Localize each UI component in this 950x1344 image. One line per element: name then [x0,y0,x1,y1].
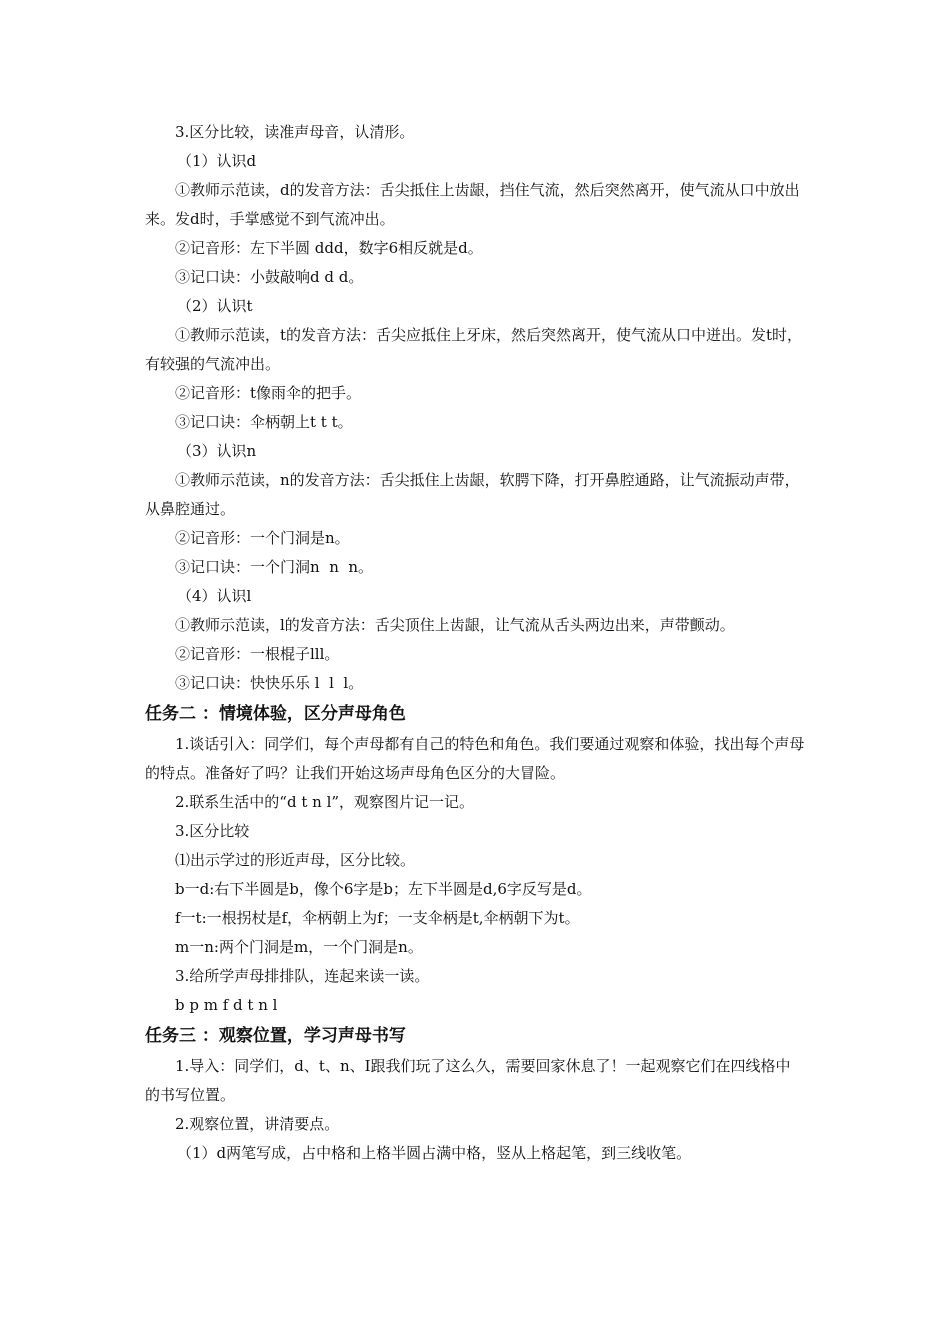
paragraph-t-shape: ②记音形：t像雨伞的把手。 [175,384,362,402]
task2-paragraph: ⑴出示学过的形近声母，区分比较。 [175,851,416,869]
paragraph-n-pronunciation: ①教师示范读，n的发音方法：舌尖抵住上齿龈，软腭下降，打开鼻腔通路，让气流振动声带，从鼻腔通过。 [145,471,800,518]
document-body [145,118,805,1168]
task2-paragraph: 2.联系生活中的“d t n l”，观察图片记一记。 [175,793,475,811]
task2-paragraph: b一d:右下半圆是b，像个6字是b；左下半圆是d,6字反写是d。 [175,880,592,898]
paragraph-t-pronunciation: ①教师示范读，t的发音方法：舌尖应抵住上牙床，然后突然离开，使气流从口中迸出。发t时，有较强的气流冲出。 [145,326,803,373]
paragraph-n-rhyme: ③记口诀：一个门洞n n n。 [175,558,374,576]
subsection-n: （3）认识n [177,442,257,460]
task2-letter-sequence: b p m f d t n l [175,996,278,1014]
task3-paragraph: 2.观察位置，讲清要点。 [175,1115,340,1133]
subsection-d: （1）认识d [177,152,257,170]
paragraph-l-rhyme: ③记口诀：快快乐乐 l l l。 [175,674,364,692]
task3-paragraph: （1）d两笔写成，占中格和上格半圆占满中格，竖从上格起笔，到三线收笔。 [177,1144,692,1162]
paragraph-l-pronunciation: ①教师示范读，l的发音方法：舌尖顶住上齿龈，让气流从舌头两边出来，声带颤动。 [175,616,735,634]
task2-paragraph: 1.谈话引入：同学们，每个声母都有自己的特色和角色。我们要通过观察和体验，找出每个声母的特点。准备好了吗？让我们开始这场声母角色区分的大冒险。 [145,735,805,782]
paragraph-d-rhyme: ③记口诀：小鼓敲响d d d。 [175,268,364,286]
task2-paragraph: m一n:两个门洞是m，一个门洞是n。 [175,938,423,956]
task3-heading: 任务三 ：观察位置，学习声母书写 [145,1026,406,1046]
task2-paragraph: 3.区分比较 [175,822,250,840]
paragraph-n-shape: ②记音形：一个门洞是n。 [175,529,350,547]
task3-paragraph: 1.导入：同学们，d、t、n、I跟我们玩了这么久，需要回家休息了！一起观察它们在四线格中的书写位置。 [145,1057,791,1104]
section-step-3: 3.区分比较，读准声母音，认清形。 [175,123,415,141]
paragraph-d-pronunciation: ①教师示范读，d的发音方法：舌尖抵住上齿龈，挡住气流，然后突然离开，使气流从口中放出来。发d时，手掌感觉不到气流冲出。 [145,181,800,228]
paragraph-l-shape: ②记音形：一根棍子lll。 [175,645,340,663]
subsection-l: （4）认识l [177,587,252,605]
paragraph-d-shape: ②记音形：左下半圆 ddd，数字6相反就是d。 [175,239,483,257]
paragraph-t-rhyme: ③记口诀：伞柄朝上t t t。 [175,413,353,431]
task2-paragraph: 3.给所学声母排排队，连起来读一读。 [175,967,430,985]
task2-heading: 任务二 ：情境体验，区分声母角色 [145,704,406,724]
subsection-t: （2）认识t [177,297,253,315]
task2-paragraph: f一t:一根拐杖是f，伞柄朝上为f；一支伞柄是t,伞柄朝下为t。 [175,909,580,927]
